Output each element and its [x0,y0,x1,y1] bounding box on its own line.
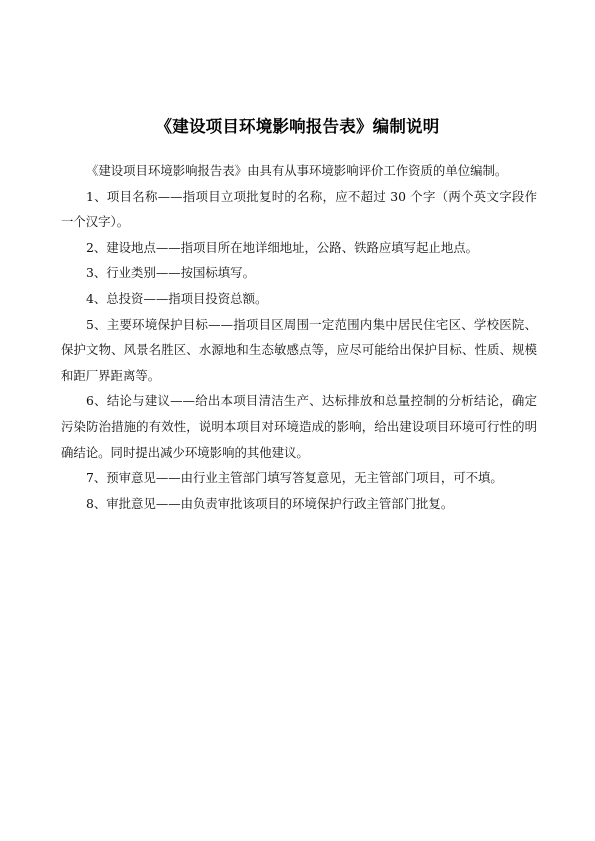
item-construction-site: 2、建设地点——指项目所在地详细地址，公路、铁路应填写起止地点。 [86,239,478,255]
intro-paragraph: 《建设项目环境影响报告表》由具有从事环境影响评价工作资质的单位编制。 [86,163,508,178]
document-body [61,158,537,516]
item-industry-category: 3、行业类别——按国标填写。 [86,265,255,281]
item-pre-review: 7、预审意见——由行业主管部门填写答复意见，无主管部门项目，可不填。 [86,470,503,486]
item-approval: 8、审批意见——由负责审批该项目的环境保护行政主管部门批复。 [86,495,454,511]
item-protection-targets: 5、主要环境保护目标——指项目区周围一定范围内集中居民住宅区、学校医院、保护文物、风景名胜区、水源地和生态敏感点等，应尽可能给出保护目标、性质、规模和距厂界距离等。 [61,316,537,383]
item-conclusions: 6、结论与建议——给出本项目清洁生产、达标排放和总量控制的分析结论，确定污染防治措施的有效性，说明本项目对环境造成的影响，给出建设项目环境可行性的明确结论。同时提出减少环境影响的其他建议。 [61,393,537,460]
document-title: 《建设项目环境影响报告表》编制说明 [155,117,440,136]
item-project-name: 1、项目名称——指项目立项批复时的名称，应不超过 30 个字（两个英文字段作一个汉字）。 [61,188,537,230]
item-total-investment: 4、总投资——指项目投资总额。 [86,290,268,306]
